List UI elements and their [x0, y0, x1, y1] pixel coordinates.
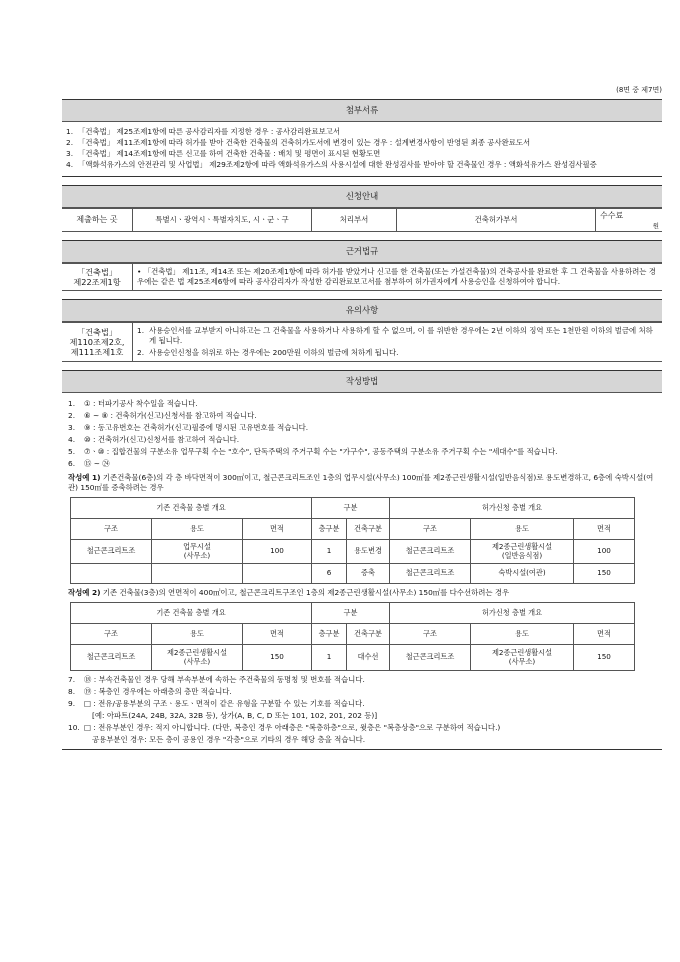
ex2-col: 건축구분 — [347, 624, 390, 645]
cell: 철근콘크리트조 — [390, 645, 471, 671]
cell: 용도변경 — [347, 540, 390, 564]
ex2-col: 용도 — [152, 624, 243, 645]
cell: 철근콘크리트조 — [390, 540, 471, 564]
method-item: 공용부분인 경우: 모든 층이 공용인 경우 "각층"으로 기타의 경우 해당 층을 적습니다. — [92, 735, 366, 745]
bottom-rule — [62, 749, 662, 750]
cell: 숙박시설(여관) — [471, 564, 574, 584]
notes-law: 「건축법」 제110조제2호, 제111조제1호 — [62, 323, 133, 362]
cell — [152, 564, 243, 584]
cell: 업무시설 (사무소) — [152, 540, 243, 564]
cell: 제2종근린생활시설 (일반음식점) — [471, 540, 574, 564]
ex1-col: 용도 — [152, 519, 243, 540]
attachment-item: 4. 「액화석유가스의 안전관리 및 사업법」 제29조제2항에 따라 액화석유가스의 사용시설에 대한 완성검사를 받아야 할 건축물인 경우 : 액화석유가스 완성검사필증 — [66, 160, 597, 170]
legal-basis-law: 「건축법」 제22조제1항 — [62, 264, 133, 291]
attachment-item: 3. 「건축법」 제14조제1항에 따른 신고를 하여 건축한 건축물 : 배치 및 평면이 표시된 현황도면 — [66, 149, 381, 159]
example-2-text: 작성예 2) 기존 건축물(3층)의 연면적이 400㎡이고, 철근콘크리트구조인 1층의 제2종근린생활시설(사무소) 150㎡를 다수선하려는 경우 — [68, 588, 510, 598]
ex1-col: 건축구분 — [347, 519, 390, 540]
ex1-col: 면적 — [574, 519, 635, 540]
attachment-item: 1. 「건축법」 제25조제1항에 따른 공사감리자를 지정한 경우 : 공사감리완료보고서 — [66, 127, 341, 137]
ex1-head-permit: 허가신청 층별 개요 — [390, 498, 635, 519]
note-item: 1. 사용승인서를 교부받지 아니하고는 그 건축물을 사용하거나 사용하게 할 수 없으며, 이 를 위반한 경우에는 2년 이하의 징역 또는 1천만원 이하의 벌금에 처하게 됩니다. — [137, 326, 653, 346]
cell: 제2종근린생활시설 (사무소) — [152, 645, 243, 671]
cell: 150 — [574, 564, 635, 584]
method-item: 7. ⑱ : 부속건축물인 경우 당해 부속부분에 속하는 주건축물의 동명칭 및 번호를 적습니다. — [68, 675, 365, 685]
ex2-col: 용도 — [471, 624, 574, 645]
cell: 철근콘크리트조 — [71, 645, 152, 671]
application-header: 신청안내 — [62, 185, 662, 208]
notes-list — [133, 323, 663, 362]
note-item: 2. 사용승인신청을 허위로 하는 경우에는 200만원 이하의 벌금에 처하게 됩니다. — [137, 348, 399, 358]
legal-basis-header: 근거법규 — [62, 240, 662, 263]
application-table — [62, 208, 662, 232]
legal-basis-table — [62, 263, 662, 291]
dept-value: 건축허가부서 — [397, 209, 596, 232]
cell: 제2종근린생활시설 (사무소) — [471, 645, 574, 671]
cell: 철근콘크리트조 — [390, 564, 471, 584]
notes-header: 유의사항 — [62, 299, 662, 322]
cell: 100 — [243, 540, 312, 564]
method-header: 작성방법 — [62, 370, 662, 393]
ex2-col: 면적 — [243, 624, 312, 645]
ex2-col: 구조 — [390, 624, 471, 645]
attachments-header: 첨부서류 — [62, 99, 662, 122]
attachments-list — [62, 122, 662, 177]
page-number: (8면 중 제7면) — [616, 86, 662, 94]
cell: 1 — [312, 645, 347, 671]
cell: 1 — [312, 540, 347, 564]
ex2-head-existing: 기존 건축물 층별 개요 — [71, 603, 312, 624]
method-item: 5. ⑦ㆍ⑩ : 집합건물의 구분소유 업무구획 수는 "호수", 단독주택의 주거구획 수는 "가구수", 공동주택의 구분소유 주거구획 수는 "세대수"를 적습니다. — [68, 447, 558, 457]
ex2-row — [71, 645, 635, 671]
form-page — [62, 0, 662, 750]
cell: 대수선 — [347, 645, 390, 671]
ex2-col: 구조 — [71, 624, 152, 645]
ex1-row — [71, 540, 635, 564]
cell: 150 — [243, 645, 312, 671]
fee-cell — [596, 209, 663, 232]
ex2-head-division: 구분 — [312, 603, 390, 624]
method-list — [62, 393, 662, 745]
method-item: 6. ⑮ ~ ㉔ — [68, 459, 110, 469]
method-item: 8. ⑲ : 복층인 경우에는 아래층의 층만 적습니다. — [68, 687, 232, 697]
method-item: 1. ① : 터파기공사 착수일을 적습니다. — [68, 399, 198, 409]
ex2-col: 층구분 — [312, 624, 347, 645]
submit-value: 특별시ㆍ광역시ㆍ특별자치도, 시ㆍ군ㆍ구 — [133, 209, 312, 232]
ex2-col: 면적 — [574, 624, 635, 645]
ex1-row — [71, 564, 635, 584]
submit-label: 제출하는 곳 — [62, 209, 133, 232]
method-item: 10. □ : 전유부분인 경우: 적지 아니합니다. (다만, 복층인 경우 아래층은 "복층하층"으로, 윗층은 "복층상층"으로 구분하여 적습니다.) — [68, 723, 501, 733]
ex1-head-division: 구분 — [312, 498, 390, 519]
ex1-col: 면적 — [243, 519, 312, 540]
cell — [243, 564, 312, 584]
fee-unit: 원 — [652, 221, 659, 230]
cell: 증축 — [347, 564, 390, 584]
ex1-head-existing: 기존 건축물 층별 개요 — [71, 498, 312, 519]
example-1-text: 작성예 1) 기존건축물(6층)의 각 층 바닥면적이 300㎡이고, 철근콘크리트조인 1층의 업무시설(사무소) 100㎡를 제2종근린생활시설(일반음식점)로 용도변경하고, 6층에 숙박시설(여관) 150㎡를 증축하려는 경우 — [68, 473, 654, 493]
method-item: [예: 아파트(24A, 24B, 32A, 32B 등), 상가(A, B, C, D 또는 101, 102, 201, 202 등)] — [92, 711, 378, 721]
example-2-table — [70, 602, 635, 671]
cell — [71, 564, 152, 584]
notes-table — [62, 322, 662, 362]
ex1-col: 구조 — [390, 519, 471, 540]
cell: 150 — [574, 645, 635, 671]
cell: 6 — [312, 564, 347, 584]
legal-basis-text: • 「건축법」 제11조, 제14조 또는 제20조제1항에 따라 허가를 받았거나 신고를 한 건축물(또는 가설건축물)의 건축공사를 완료한 후 그 건축물을 사용하려는 경우에는 같은 법 제25조제6항에 따라 공사감리자가 작성한 감리완료보고서를 첨부하여 허가권자에게 사용승인을 신청하여야 합니다. — [133, 264, 663, 291]
ex1-col: 층구분 — [312, 519, 347, 540]
method-item: 2. ⑥ ~ ⑧ : 건축허가(신고)신청서를 참고하여 적습니다. — [68, 411, 257, 421]
cell: 100 — [574, 540, 635, 564]
fee-label: 수수료 — [600, 211, 624, 221]
method-item: 3. ⑨ : 동고유번호는 건축허가(신고)필증에 명시된 고유번호를 적습니다. — [68, 423, 309, 433]
attachment-item: 2. 「건축법」 제11조제1항에 따라 허가를 받아 건축한 건축물의 건축허가도서에 변경이 있는 경우 : 설계변경사항이 반영된 최종 공사완료도서 — [66, 138, 531, 148]
cell: 철근콘크리트조 — [71, 540, 152, 564]
dept-label: 처리부서 — [312, 209, 397, 232]
ex1-col: 구조 — [71, 519, 152, 540]
method-item: 9. □ : 전유/공용부분의 구조ㆍ용도ㆍ면적이 같은 유형을 구분할 수 있는 기호를 적습니다. — [68, 699, 365, 709]
example-1-table — [70, 497, 635, 584]
method-item: 4. ⑩ : 건축허가(신고)신청서를 참고하여 적습니다. — [68, 435, 240, 445]
ex2-head-permit: 허가신청 층별 개요 — [390, 603, 635, 624]
ex1-col: 용도 — [471, 519, 574, 540]
